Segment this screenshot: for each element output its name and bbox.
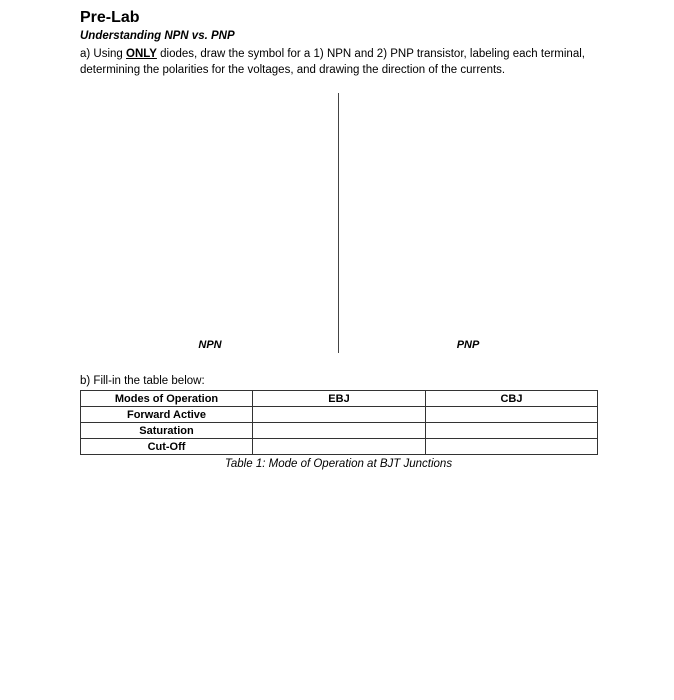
ebj-cell[interactable] <box>253 407 426 423</box>
cbj-cell[interactable] <box>426 407 598 423</box>
table-row <box>81 407 598 423</box>
table-header-row <box>81 391 598 407</box>
cbj-cell[interactable] <box>426 439 598 455</box>
table-caption: Table 1: Mode of Operation at BJT Junctions <box>224 458 453 470</box>
part-a-prefix: a) Using <box>80 48 127 60</box>
part-b-instructions: b) Fill-in the table below: <box>80 375 205 387</box>
mode-cell: Saturation <box>81 423 253 439</box>
npn-drawing-label: NPN <box>198 339 222 351</box>
mode-cell: Forward Active <box>81 407 253 423</box>
ebj-cell[interactable] <box>253 439 426 455</box>
part-a-instructions <box>80 46 620 78</box>
cbj-cell[interactable] <box>426 423 598 439</box>
part-a-text: diodes, draw the symbol for a 1) NPN and 2) PNP transistor, labeling each terminal, determining the polarities for the voltages, and drawing the direction of the currents. <box>80 48 585 76</box>
part-a-emphasis: ONLY <box>126 48 157 60</box>
table-row <box>81 423 598 439</box>
page-title: Pre-Lab <box>80 9 140 26</box>
table-row <box>81 439 598 455</box>
ebj-cell[interactable] <box>253 423 426 439</box>
drawing-area-divider <box>338 93 339 353</box>
header-modes: Modes of Operation <box>81 391 253 407</box>
header-ebj: EBJ <box>253 391 426 407</box>
header-cbj: CBJ <box>426 391 598 407</box>
section-subtitle: Understanding NPN vs. PNP <box>80 30 235 42</box>
mode-cell: Cut-Off <box>81 439 253 455</box>
mode-of-operation-table <box>80 390 598 455</box>
pnp-drawing-label: PNP <box>456 339 480 351</box>
